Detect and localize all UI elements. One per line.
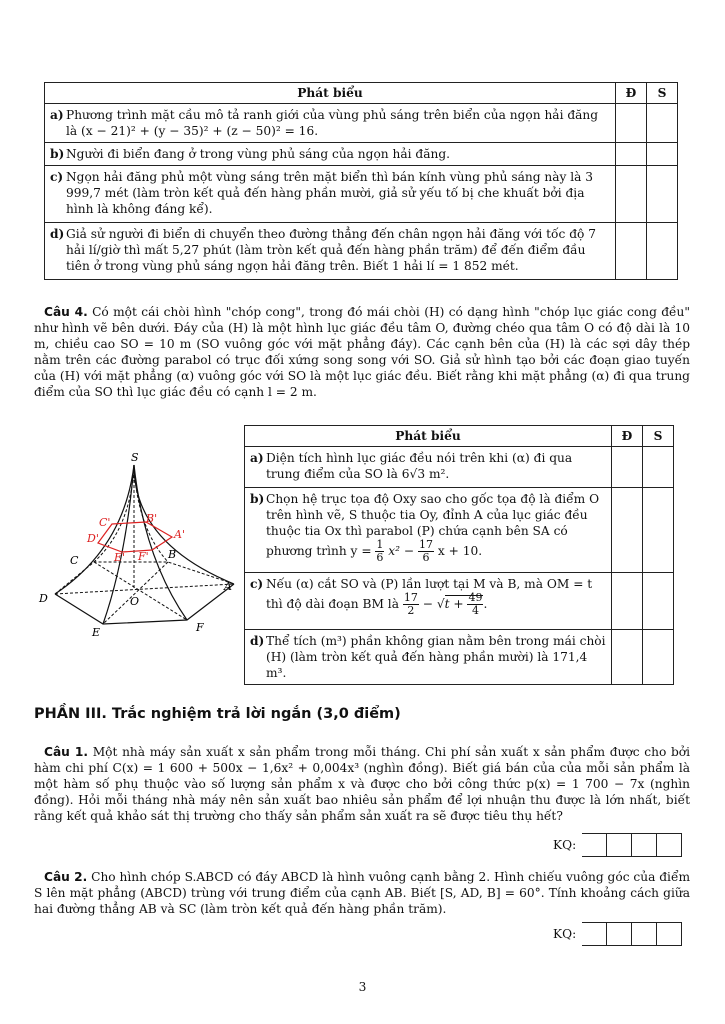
edge-sd: [55, 465, 134, 594]
row-label: c): [50, 170, 64, 184]
label-f: F: [196, 621, 204, 634]
edge-sf: [134, 465, 187, 620]
row-label: d): [50, 227, 65, 241]
header-sai: S: [643, 426, 674, 447]
true-cell[interactable]: [612, 447, 643, 488]
question-label: Câu 2.: [44, 870, 88, 884]
row-text: Người đi biển đang ở trong vùng phủ sáng của ngọn hải đăng.: [66, 147, 450, 161]
row-label: c): [250, 577, 264, 591]
row-text: Ngọn hải đăng phủ một vùng sáng trên mặt biển thì bán kính vùng phủ sáng này là 3 999,7 mét (làm tròn kết quả đến hàng phần mười, giả sử yếu tố bị che khuất bởi địa hình là không đáng kể).: [66, 170, 594, 216]
table-row: [45, 166, 678, 223]
pyramid-figure: [34, 448, 244, 646]
table-row: [45, 143, 678, 166]
row-text-mid: x² −: [388, 544, 415, 558]
page-number: 3: [358, 980, 367, 994]
header-phat-bieu: Phát biểu: [45, 83, 616, 104]
table-row: [245, 488, 674, 573]
label-a: A: [224, 580, 232, 593]
false-cell[interactable]: [643, 573, 674, 630]
base-front: [55, 584, 234, 624]
table-row: [245, 630, 674, 685]
answer-cell[interactable]: [632, 922, 657, 946]
row-label: b): [250, 492, 265, 506]
label-c-prime: C': [99, 516, 111, 529]
diagonal-cf: [94, 562, 187, 620]
label-d: D: [39, 592, 48, 605]
row-label: d): [250, 634, 265, 648]
label-b-prime: B': [146, 512, 158, 525]
false-cell[interactable]: [643, 630, 674, 685]
label-e-prime: E': [114, 551, 126, 564]
fraction: $\frac{1}{6}$: [376, 538, 384, 564]
answer-cell[interactable]: [632, 833, 657, 857]
true-cell[interactable]: [616, 166, 647, 223]
statement-table-1: [44, 82, 678, 280]
table-row: [45, 223, 678, 280]
false-cell[interactable]: [647, 166, 678, 223]
question-1: [34, 744, 690, 824]
answer-cell[interactable]: [657, 833, 682, 857]
diagonal-da: [55, 584, 234, 594]
true-cell[interactable]: [612, 488, 643, 573]
label-a-prime: A': [174, 528, 185, 541]
true-cell[interactable]: [612, 630, 643, 685]
label-e: E: [92, 626, 101, 639]
question-text: Một nhà máy sản xuất x sản phẩm trong mỗi tháng. Chi phí sản xuất x sản phẩm được cho bởi hàm chi phí C(x) = 1 600 + 500x − 1,6x² + 0,004x³ (nghìn đồng). Biết giá bán của của mỗi sản phẩm là một hàm số phụ thuộc vào số lượng sản phẩm x và được cho bởi công thức p(x) = 1 700 − 7x (nghìn đồng). Hỏi mỗi tháng nhà máy nên sản xuất bao nhiêu sản phẩm để lợi nhuận thu được là lớn nhất, biết rằng kết quả khảo sát thị trường cho thấy sản phẩm sản xuất ra sẽ được tiêu thụ hết?: [34, 745, 690, 823]
answer-cell[interactable]: [607, 922, 632, 946]
label-o: O: [130, 595, 140, 608]
question-2: [34, 869, 690, 917]
sqrt-expression: √t + $\frac{49}{4}$: [436, 591, 483, 617]
statement-table-2: [244, 425, 674, 685]
row-text: Giả sử người đi biển di chuyển theo đường thẳng đến chân ngọn hải đăng với tốc độ 7 hải lí/giờ thì mất 5,27 phút (làm tròn kết quả đến hàng phần trăm) để đến điểm đầu tiên ở trong vùng phủ sáng ngọn hải đăng trên. Biết 1 hải lí = 1 852 mét.: [66, 227, 596, 273]
row-label: a): [50, 108, 64, 122]
question-text: Có một cái chòi hình "chóp cong", trong đó mái chòi (H) có dạng hình "chóp lục giác cong đều" như hình vẽ bên dưới. Đáy của (H) là một hình lục giác đều tâm O, đường chéo qua tâm O có độ dài là 10 m, chiều cao SO = 10 m (SO vuông góc với mặt phẳng đáy). Các cạnh bên của (H) là các sợi dây thép nằm trên các đường parabol có trục đối xứng song song với SO. Giả sử hình tạo bởi các đoạn giao tuyến của (H) với mặt phẳng (α) vuông góc với SO là một lục giác đều. Biết rằng khi mặt phẳng (α) đi qua trung điểm của SO thì lục giác đều có cạnh l = 2 m.: [34, 305, 690, 399]
false-cell[interactable]: [643, 447, 674, 488]
label-b: B: [168, 548, 177, 561]
table-row: [245, 447, 674, 488]
header-dung: Đ: [616, 83, 647, 104]
minus-sign: −: [422, 597, 433, 611]
header-sai: S: [647, 83, 678, 104]
answer-box-2: [553, 922, 682, 946]
row-text: Phương trình mặt cầu mô tả ranh giới của vùng phủ sáng trên biển của ngọn hải đăng là (x − 21)² + (y − 35)² + (z − 50)² = 16.: [66, 108, 599, 138]
answer-cell[interactable]: [582, 922, 607, 946]
row-text-end: x + 10.: [437, 544, 483, 558]
label-s: S: [131, 451, 139, 464]
label-d-prime: D': [87, 532, 99, 545]
false-cell[interactable]: [647, 223, 678, 280]
question-label: Câu 4.: [44, 305, 88, 319]
question-4: [34, 304, 690, 400]
false-cell[interactable]: [647, 143, 678, 166]
label-c: C: [70, 554, 79, 567]
kq-label: KQ:: [553, 927, 577, 941]
true-cell[interactable]: [612, 573, 643, 630]
row-text: Nếu (α) cắt SO và (P) lần lượt tại M và B, mà OM = t thì độ dài đoạn BM là: [266, 577, 593, 611]
answer-cell[interactable]: [582, 833, 607, 857]
table-row: [45, 104, 678, 143]
false-cell[interactable]: [647, 104, 678, 143]
true-cell[interactable]: [616, 223, 647, 280]
fraction: $\frac{17}{2}$: [403, 591, 418, 617]
table-row: c) Nếu (α) cắt SO và (P) lần lượt tại M và B, mà OM = t thì độ dài đoạn BM là $\frac{17}{2}$ − √t + $\frac{49}{4}$ .: [245, 573, 674, 630]
answer-cell[interactable]: [657, 922, 682, 946]
row-text: Thể tích (m³) phần không gian nằm bên trong mái chòi (H) (làm tròn kết quả đến hàng phần mười) là 171,4 m³.: [266, 634, 606, 680]
fraction: $\frac{17}{6}$: [419, 538, 434, 564]
true-cell[interactable]: [616, 104, 647, 143]
answer-box-1: [553, 833, 682, 857]
label-f-prime: F': [138, 550, 149, 563]
kq-label: KQ:: [553, 838, 577, 852]
row-text: Diện tích hình lục giác đều nói trên khi (α) đi qua trung điểm của SO là 6√3 m².: [266, 451, 573, 481]
true-cell[interactable]: [616, 143, 647, 166]
row-label: b): [50, 147, 65, 161]
base-back: [55, 562, 234, 594]
question-label: Câu 1.: [44, 745, 88, 759]
row-label: a): [250, 451, 264, 465]
answer-cell[interactable]: [607, 833, 632, 857]
question-text: Cho hình chóp S.ABCD có đáy ABCD là hình vuông cạnh bằng 2. Hình chiếu vuông góc của điểm S lên mặt phẳng (ABCD) trùng với trung điểm của cạnh AB. Biết [S, AD, B] = 60°. Tính khoảng cách giữa hai đường thẳng AB và SC (làm tròn kết quả đến hàng phần trăm).: [34, 870, 691, 916]
row-text: Chọn hệ trục tọa độ Oxy sao cho gốc tọa độ là điểm O trên hình vẽ, S thuộc tia Oy, đỉnh A của lục giác đều thuộc tia Ox thì parabol (P) chứa cạnh bên SA có phương trình y =: [266, 492, 600, 558]
header-dung: Đ: [612, 426, 643, 447]
header-phat-bieu: Phát biểu: [245, 426, 612, 447]
false-cell[interactable]: [643, 488, 674, 573]
section-title: PHẦN III. Trắc nghiệm trả lời ngắn (3,0 điểm): [34, 706, 401, 722]
